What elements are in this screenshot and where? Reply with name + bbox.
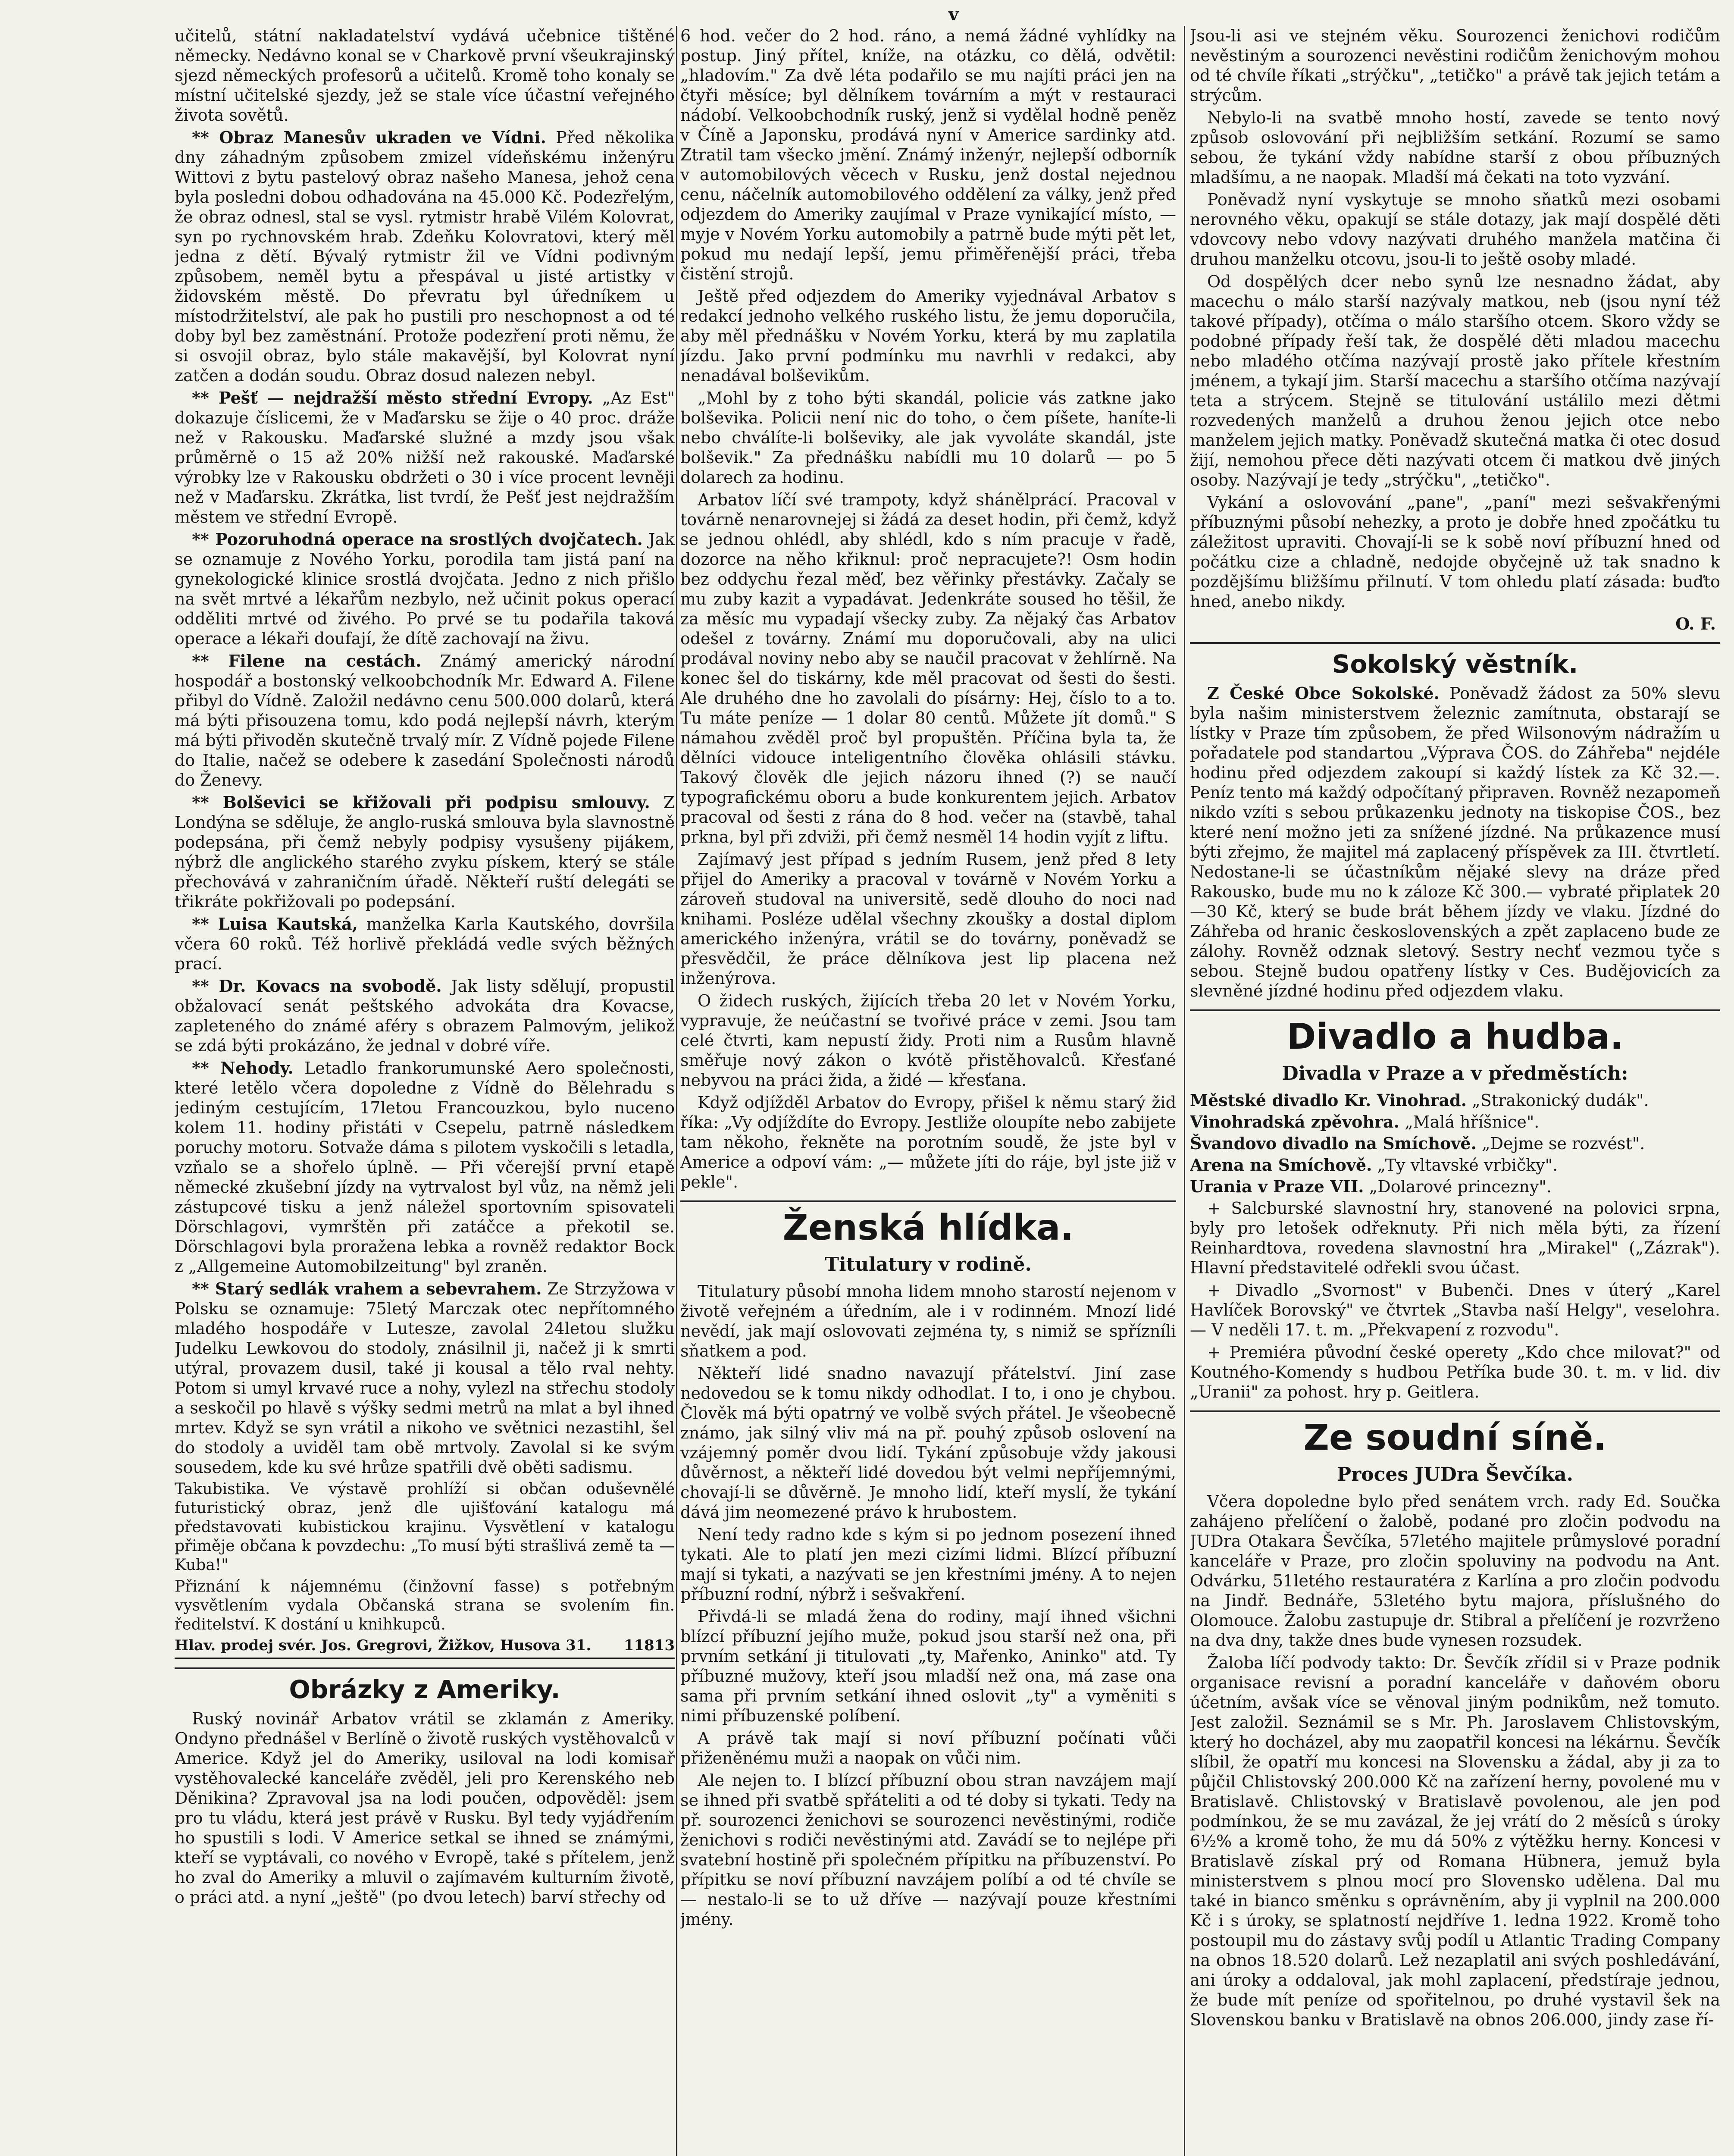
section-heading-sokol: Sokolský věstník. — [1190, 642, 1720, 679]
news-item — [175, 976, 675, 1056]
article-text: + Salcburské slavnostní hry, stanovené na polovici srpna, byly pro letošek odřeknuty. Při nich měla býti, za řízení Reinhardtova, rovedena slavnostní hra „Mirakel" („Zázrak"). Hlavní představitelé odřekli svou účast. — [1190, 1199, 1720, 1277]
article-text: Jsou-li asi ve stejném věku. Sourozenci ženichovi rodičům nevěstiným a sourozenci nevěstini rodičům ženichovým mohou od té chvíle říkati „strýčku", „tetičko" a právě tak jejich tetám a strýcům. — [1190, 26, 1720, 105]
column-right — [1190, 26, 1720, 2156]
article-text: Ruský novinář Arbatov vrátil se zklamán z Ameriky. Ondyno přednášel v Berlíně o životě ruských vystěhovalců v Americe. Když jel do Ameriky, usiloval na lodi komisař vystěhovalecké kanceláře zvěděl, jeli pro Kerenského neb Děnikina? Zpravoval jsa na lodi poučen, odpověděl: jsem pro tu vládu, která jest právě v Rusku. Byl tedy vyjádřením ho spustili s lodi. V Americe setkal se ihned se známými, kteří se vyptávali, co nového v Evropě, také s přítelem, jenž ho zval do Ameriky a mluvil o zajímavém kulturním životě, o práci atd. a nyní „ještě" (po dvou letech) barví střechy od — [175, 1709, 675, 1907]
news-item — [175, 914, 675, 974]
article-text: Od dospělých dcer nebo synů lze nesnadno žádat, aby macechu o málo starší nazývaly matkou, neb (jsou nyní též takové případy), otčíma o málo staršího otcem. Skoro vždy se podobné případy řeší tak, že dospělé děti mladou macechu nebo mladého otčíma nazývají prostě jako přítele křestním jménem, a tykají jim. Starší macechu a staršího otčíma nazývají teta a strýcem. Stejně se titulování ustálilo mezi dětmi rozvedených manželů a druhou ženou jejich otce nebo manželem jejich matky. Poněvadž skutečná matka či otec dosud žijí, nemohou přece děti nazývati otcem či matkou dvě jiných osoby. Nazývají je tedy „strýčku", „tetičko". — [1190, 272, 1720, 489]
advert-number: 11813 — [623, 1637, 675, 1654]
news-text: Ze Strzyžowa v Polsku se oznamuje: 75letý Marczak otec nepřítomného mladého hospodáře v Lutesze, zavolal 24letou služku Judelku Lewkovou do stodoly, znásilnil ji, načež ji k smrti utýral, provazem dusil, také ji kousal a tělo rval nehty. Potom si umyl krvavé ruce a nohy, vylezl na střechu stodoly a seskočil po hlavě s výšky sedmi metrů na mlat a byl ihned mrtev. Když se syn vrátil a nikoho ve světnici nezastihl, šel do stodoly a uviděl tam obě mrtvoly. Zavolal si ke svým sousedem, kde ku své hrůze spatřili dvě oběti sadismu. — [175, 1279, 675, 1477]
article-text: Poněvadž nyní vyskytuje se mnoho sňatků mezi osobami nerovného věku, opakují se stále dotazy, jak mají dospělé děti vdovcovy nebo vdovy nazývati druhého manžela matčina či druhou manželku otcovu, jsou-li to ještě osoby mladé. — [1190, 190, 1720, 269]
news-text: Poněvadž žádost za 50% slevu byla našim ministerstvem železnic zamítnuta, obstarají se lístky v Praze tím způsobem, že před Wilsonovým nádražím u pořadatele pod standartou „Výprava ČOS. do Záhřeba" nejdéle hodinu před odjezdem zakoupí si každý lístek za Kč 32.—. Peníz tento má každý odpočítaný připraven. Rovněž nezapomeň nikdo vzíti s sebou průkazenku jednoty na tiskopise ČOS., bez které není možno jeti za snížené jízdné. Na průkazence musí býti zřejmo, že majitel má zaplacený příspěvek za III. čtvrtletí. Nedostane-li se účastníkům nějaké slevy na dráze před Rakousko, bude mu no k záloze Kč 300.— vybraté připlatek 20—30 Kč, který se bude brát během jízdy ve vlaku. Jízdné do Záhřeba od hranic československých a zpět zaplaceno bude ze zálohy. Rovněž odznak sletový. Sestry nechť vezmou tyče s sebou. Stejně budou opatřeny lístky v Ces. Budějovicích za slevněné jízdné hodinu před odjezdem vlaku. — [1190, 684, 1720, 1000]
article-text: 6 hod. večer do 2 hod. ráno, a nemá žádné vyhlídky na postup. Jiný přítel, kníže, na otázku, co dělá, odvětil: „hladovím." Za dvě léta podařilo se mu najíti práci jen na čtyři měsíce; byl dělníkem továrním a mýt v restauraci nádobí. Velkoobchodník ruský, jenž si vydělal hodně peněz v Číně a Japonsku, prodává nyní v Americe sardinky atd. Ztratil tam všecko jmění. Známý inženýr, nejlepší odborník v automobilových věcech v Rusku, jenž dostal nejednou cenu, náčelník automobilového oddělení za války, jenž před odjezdem do Ameriky zaujímal v Praze vynikající místo, — myje v Novém Yorku automobily a patrně bude mýti pět let, pokud mu nedají lepší, jemu přiměřenější práci, třeba čistění strojů. — [680, 26, 1176, 283]
article-text: Arbatov líčí své trampoty, když shánělprácí. Pracoval v továrně nenarovnejej si žádá za deset hodin, při čemž, když se jednou ohlédl, aby shlédl, kdo s ním pracuje v řadě, dozorce na něho křiknul: proč nepracujete?! Osm hodin bez oddychu řezal měď, bez věřinky přestávky. Začaly se mu zuby kazit a vypadávat. Jedenkráte soused ho těšil, že za měsíc mu vypadají všecky zuby. Za nějaký čas Arbatov odešel z továrny. Známí mu doporučovali, aby na ulici prodával noviny nebo aby se naučil pracovat v žehlírně. Na konec šel do tiskárny, kde měl pracovat od šesti do šesti. Ale druhého dne ho zavolali do písárny: Hej, číslo to a to. Tu máte peníze — 1 dolar 80 centů. Můžete jít domů." S námahou zvěděl proč byl propuštěn. Příčina byla ta, že dělníci vidouce inteligentního člověka ohlásili stávku. Takový člověk dle jejich názoru ihned (?) se naučí typografickému oboru a bude konkurentem jejich. Arbatov pracoval od šesti z rána do 8 hod. večer na (stavbě, tahal prkna, byl při zdviži, při čemž nesměl 14 hodin vyjít z liftu. — [680, 490, 1176, 846]
theatre-listing — [1190, 1177, 1720, 1197]
article-text: Titulatury působí mnoha lidem mnoho starostí nejenom v životě veřejném a úředním, ale i v rodinném. Mnozí lidé nevědí, jak mají oslovovati zejména ty, s nimiž se spřízníli sňatkem a pod. — [680, 1282, 1176, 1360]
article-title-proces: Proces JUDra Ševčíka. — [1336, 1463, 1573, 1485]
news-text: Před několika dny záhadným způsobem zmizel vídeňskému inženýru Wittovi z bytu pastelový obraz našeho Manesa, jehož cena byla posledni dobou odhadována na 45.000 Kč. Podezřelým, že obraz odnesl, stal se vysl. rytmistr hrabě Vilém Kolovrat, syn po rychnovském hrab. Zdeňku Kolovratovi, který měl jedna z dětí. Bývalý rytmistr žil ve Vídni podivným způsobem, neměl bytu a přespával u jisté artistky v židovském městě. Do převratu byl úředníkem u místodržitelství, ale pak ho pustili pro neschopnost a od té doby byl bez zaměstnání. Protože podezření proti němu, že si osvojil obraz, bylo stále makavější, byl Kolovrat nyní zatčen a dodán soudu. Obraz dosud nalezen nebyl. — [175, 128, 675, 385]
article-text: učitelů, státní nakladatelství vydává učebnice tištěné německy. Nedávno konal se v Charkově první všeukrajinský sjezd německých profesorů a učitelů. Kromě toho konaly se místní učitelské sjezdy, jež se stale více účastní veřejného života sovětů. — [175, 26, 675, 125]
news-lead: ** Nehody. — [192, 1058, 294, 1078]
theatre-list-title: Divadla v Praze a v předměstích: — [1282, 1062, 1628, 1084]
advert-footer — [175, 1637, 675, 1659]
news-lead: ** Dr. Kovacs na svobodě. — [192, 976, 442, 996]
article-text: + Premiéra původní české operety „Kdo chce milovat?" od Koutného-Komendy s hudbou Petříka bude 30. t. m. v lid. div „Uranii" za pohost. hry p. Geitlera. — [1190, 1343, 1720, 1401]
article-text: Žaloba líčí podvody takto: Dr. Ševčík zřídil si v Praze podnik organisace revisní a poradní kanceláře v daňovém oboru účetním, avšak více se věnoval jiným podnikům, než tomuto. Jest založil. Seznámil se s Mr. Ph. Jaroslavem Chlistovským, který ho docházel, aby mu zaopatřil koncesi na lékárnu. Ševčík slíbil, že opatří mu koncesi na Slovensku a žádal, aby ji za to půjčil Chlistovský 200.000 Kč na zařízení herny, povolené mu v Bratislavě. Chlistovský v Bratislavě povolenou, ale jen pod podmínkou, že se mu zavázal, že jej vrátí do 2 měsíců s úroky 6½% a kromě toho, že mu dá 50% z výtěžku herny. Koncesi v Bratislavě získal prý od Romana Hübnera, jemuž byla ministerstvem s plnou mocí pro Slovensko udělena. Dal mu také in bianco směnku s oprávněním, aby ji vyplnil na 200.000 Kč i s úroky, se splatností nejdříve 1. ledna 1922. Kromě toho postoupil mu do zástavy svůj podíl u Atlantic Trading Company na obnos 18.520 dolarů. Lež nezaplatil ani svých poshledávání, ani úroky a oddaloval, jak mohl zaplacení, předstíraje jednou, že bude mít peníze od spořitelnou, po druhé vystavil šek na Slovenskou banku v Bratislavě na obnos 206.000, jindy zase ří- — [1190, 1653, 1720, 2029]
advert-takubistika: Takubistika. Ve výstavě prohlíží si občan oduševnělé futuristický obraz, jenž dle ujišťování katalogu má představovati kubistickou krajinu. Vysvětlení v katalogu přiměje občana k povzdechu: „To musí býti strašlivá země ta — Kuba!" — [175, 1480, 675, 1574]
article-text: Přivdá-li se mladá žena do rodiny, mají ihned všichni blízcí příbuzní jejího muže, pokud jsou starší než ona, při prvním setkání ji titulovati „ty, Mařenko, Aninko" atd. Ty příbuzné mužovy, kteří jsou mladší než ona, má zase ona sama při prvním setkání ihned oslovit „ty" a vyměniti s nimi příbuzenské políbení. — [680, 1607, 1176, 1725]
news-text: „Az Est" dokazuje číslicemi, že v Maďarsku se žije o 40 proc. dráže než v Rakousku. Maďarské služné a mzdy jsou však průměrně o 15 až 20% nižší než rakouské. Maďarské výrobky lze v Rakousku obdržeti o 30 i více procent levněji než v Maďarsku. Zkrátka, list tvrdí, že Pešť jest nejdražším městem ve střední Evropě. — [175, 389, 675, 526]
news-item — [175, 793, 675, 912]
theatre-listing — [1190, 1112, 1720, 1132]
news-text: Letadlo frankorumunské Aero společnosti, které letělo včera dopoledne z Vídně do Bělehradu s jediným cestujícím, 17letou Francouzkou, bylo nuceno kolem 11. hodiny přistáti v Csepelu, patrně následkem poruchy motoru. Sotvaže dáma s pilotem vyskočili s letadla, vzňalo se a shořelo úplně. — Při včerejší první etapě německé zkušební jízdy na vytrvalost byl vůz, na němž jeli zástupcové tisku a jenž náležel sportovním spisovateli Dörschlagovi, vymrštěn při zatáčce a překotil se. Dörschlagovi byla proražena lebka a rovněž redaktor Bock z „Allgemeine Automobilzeitung" byl zraněn. — [175, 1059, 675, 1276]
article-text: O židech ruských, žijících třeba 20 let v Novém Yorku, vypravuje, že neúčastní se tvořivé práce v zemi. Jsou tam celé čtvrti, kam nepustí židy. Proti nim a Rusům hlavně směřuje nový zákon o kvótě přistěhovalců. Křesťané nebyvou na práci žida, a židé — křesťana. — [680, 991, 1176, 1090]
news-lead: ** Pozoruhodná operace na srostlých dvojčatech. — [192, 530, 643, 549]
article-text: Někteří lidé snadno navazují přátelství. Jiní zase nedovedou se k tomu nikdy odhodlat. I to, i ono je chybou. Člověk má býti opatrný ve volbě svých přátel. Je všeobecně známo, jak silný vliv má na př. pouhý způsob oslovení na vzájemný poměr dvou lidí. Tykání způsobuje vždy jakousi důvěrnost, a někteří lidé dovedou být velmi nepříjemnými, chovají-li se důvěrně. Je mnoho lidí, kteří myslí, že tykání dává jim neomezené právo k hrubostem. — [680, 1364, 1176, 1522]
theatre-play: „Ty vltavské vrbičky". — [1377, 1156, 1558, 1175]
theatre-listing — [1190, 1091, 1720, 1110]
news-text: Jak se oznamuje z Nového Yorku, porodila tam jistá paní na gynekologické klinice srostlá dvojčata. Jedno z nich přišlo na svět mrtvé a lékařům nezbylo, než učinit pokus operací odděliti mrtvé od živého. Po prvé se tu podařila taková operace a lékaři doufají, že dítě zachovají na živu. — [175, 530, 675, 648]
news-lead: Z České Obce Sokolské. — [1207, 683, 1440, 703]
news-lead: ** Filene na cestách. — [192, 651, 422, 671]
article-text: Ještě před odjezdem do Ameriky vyjednával Arbatov s redakcí jednoho velkého ruského listu, že jemu doporučila, aby měl přednášku v Novém Yorku, která by mu zaplatila jízdu. Jako první podmínku mu navrhli v redakci, aby nenadával bolševikům. — [680, 287, 1176, 385]
news-item — [175, 388, 675, 527]
theatre-play: „Malá hříšnice". — [1405, 1112, 1540, 1131]
advert-seller: Hlav. prodej svér. Jos. Gregrovi, Žižkov, Husova 31. — [175, 1637, 592, 1654]
theatre-play: „Dolarové princezny". — [1369, 1177, 1552, 1196]
column-rule — [1184, 26, 1185, 2156]
article-text: A právě tak mají si noví příbuzní počínati vůči přiženěnému muži a naopak on vůči nim. — [680, 1729, 1176, 1767]
theatre-play: „Strakonický dudák". — [1472, 1091, 1649, 1110]
news-item — [175, 530, 675, 649]
theatre-listing — [1190, 1134, 1720, 1153]
news-lead: ** Obraz Manesův ukraden ve Vídni. — [192, 128, 546, 147]
article-text: Když odjížděl Arbatov do Evropy, přišel k němu starý žid říka: „Vy odjíždíte do Evropy. Jestliže oloupíte nebo zabijete tam někoho, řekněte na porotním soudě, že jste byl v Americe a odpoví vám: „— můžete jíti do ráje, byl jste již v pekle". — [680, 1093, 1176, 1191]
news-text: Jak listy sdělují, propustil obžalovací senát peštského advokáta dra Kovacse, zapleteného do známé aféry s obrazem Palmovým, jelikož se zdá býti prokázáno, že jednal v dobré víře. — [175, 977, 675, 1055]
news-lead: ** Bolševici se křižovali při podpisu smlouvy. — [192, 793, 650, 812]
section-heading-soud: Ze soudní síně. — [1190, 1410, 1720, 1459]
news-lead: ** Starý sedlák vrahem a sebevrahem. — [192, 1279, 542, 1298]
advert-fasse: Přiznání k nájemnému (činžovní fasse) s potřebným vysvětlením vydala Občanská strana se svolením fin. ředitelství. K dostání u knihkupců. — [175, 1578, 675, 1633]
news-item — [175, 651, 675, 790]
theatre-listing — [1190, 1155, 1720, 1175]
theatre-house: Arena na Smíchově. — [1190, 1155, 1372, 1175]
news-item — [175, 1058, 675, 1276]
column-middle — [680, 26, 1176, 2156]
article-text: + Divadlo „Svornost" v Bubenči. Dnes v úterý „Karel Havlíček Borovský" ve čtvrtek „Stavba naší Helgy", veselohra. — V neděli 17. t. m. „Překvapení z rozvodu". — [1190, 1281, 1720, 1339]
theatre-house: Vinohradská zpěvohra. — [1190, 1112, 1399, 1131]
section-heading-zenska-hlidka: Ženská hlídka. — [680, 1200, 1176, 1249]
article-title-titulatury: Titulatury v rodině. — [825, 1253, 1032, 1275]
news-lead: ** Pešť — nejdražší město střední Evropy. — [192, 388, 593, 407]
article-text: Nebylo-li na svatbě mnoho hostí, zavede se tento nový způsob oslovování při nejbližším setkání. Rozumí se samo sebou, že tykání vždy nabídne starší z obou příbuzných mladšímu, a ne naopak. Mladší má čekati na toto vyzvání. — [1190, 108, 1720, 187]
article-text: Včera dopoledne bylo před senátem vrch. rady Ed. Součka zahájeno přelíčení o žalobě, podané pro zločin podvodu na JUDra Otakara Ševčíka, 57letého majitele průmyslové poradní kanceláře v Praze, pro zločin spoluviny na podvodu na Ant. Odvárku, 51letého restauratéra z Karlína a pro zločin podvodu na Jindř. Bednáře, 53letého bytu majora, příslušného do Olomouce. Žalobu zastupuje dr. Stibral a přelíčení je rozvrženo na dva dny, takže dnes bude vynesen rozsudek. — [1190, 1492, 1720, 1650]
news-text: Známý americký národní hospodář a bostonský velkoobchodník Mr. Edward A. Filene přibyl do Vídně. Založil nedávno cenu 500.000 dolarů, která má býti přisouzena tomu, kdo podá nejlepší návrh, kterým má býti přivoděn skutečně trvalý mír. Z Vídně pojede Filene do Italie, načež se odebere k zasedání Společnosti národů do Ženevy. — [175, 652, 675, 790]
article-text: Zajímavý jest případ s jedním Rusem, jenž před 8 lety přijel do Ameriky a pracoval v továrně v Novém Yorku a zároveň studoval na universitě, sedě dlouho do noci nad knihami. Posléze udělal všechny zkoušky a dostal diplom amerického inženýra, vrátil se do továrny, poněvadž se přesvědčil, že práce dělníkova jest lip placena než inženýrova. — [680, 850, 1176, 988]
theatre-house: Urania v Praze VII. — [1190, 1177, 1364, 1196]
author-signature: O. F. — [1675, 614, 1716, 633]
news-item — [175, 128, 675, 385]
theatre-play: „Dejme se rozvést". — [1481, 1134, 1645, 1153]
article-text: „Mohl by z toho býti skandál, policie vás zatkne jako bolševika. Policii není nic do toho, o čem píšete, haníte-li nebo chválíte-li bolševiky, ale jak vyvoláte skandál, jste bolševik." Za přednášku nabídli mu 10 dolarů — po 5 dolarech za hodinu. — [680, 389, 1176, 487]
section-heading-amerika: Obrázky z Ameriky. — [175, 1667, 675, 1705]
article-text: Není tedy radno kde s kým si po jednom posezení ihned tykati. Ale to platí jen mezi cizími lidmi. Blízcí příbuzní mají si tykati, a nazývati se jen křestními jmény. A to nejen příbuzní rodní, nýbrž i sešvakření. — [680, 1525, 1176, 1604]
section-heading-divadlo: Divadlo a hudba. — [1190, 1009, 1720, 1058]
page-mark: v — [948, 4, 959, 25]
news-text: Z Londýna se sděluje, že anglo-ruská smlouva byla slavnostně podepsána, při čemž nebyly podpisy vysušeny pijákem, nýbrž dle anglického starého zvyku pískem, který se stále přechovává v zahraničním úřadě. Někteří ruští delegáti se třikráte pokřižovali po podepsání. — [175, 793, 675, 911]
column-rule — [676, 26, 677, 2156]
article-text: Ale nejen to. I blízcí příbuzní obou stran navzájem mají se ihned při svatbě spřáteliti a od té doby si tykati. Tedy na př. sourozenci ženichovi se sourozenci nevěstinými, rodiče ženichovi s rodiči nevěstinými atd. Zavádí se to nejlépe při svatební hostině při společném přípitku na příbuzenství. Po přípitku se noví příbuzní navzájem políbí a od té chvíle se — nestalo-li se to už dříve — nazývají pouze křestními jmény. — [680, 1771, 1176, 1929]
theatre-house: Městské divadlo Kr. Vinohrad. — [1190, 1091, 1467, 1110]
column-left — [175, 26, 675, 2156]
theatre-house: Švandovo divadlo na Smíchově. — [1190, 1134, 1477, 1153]
news-item — [175, 1279, 675, 1477]
article-text: Vykání a oslovování „pane", „paní" mezi sešvakřenými příbuznými působí nehezky, a proto je dobře hned zpočátku tu záležitost upraviti. Chovají-li se k sobě noví příbuzní hned od počátku cize a chladně, nedojde obyčejně už tak snadno k pozdějšímu bližšímu přilnutí. V tom ohledu platí zásada: buďto hned, anebo nikdy. — [1190, 493, 1720, 611]
news-item — [1190, 683, 1720, 1001]
news-text: manželka Karla Kautského, dovršila včera 60 roků. Též horlivě překládá vedle svých běžných prací. — [175, 915, 675, 973]
news-lead: ** Luisa Kautská, — [192, 914, 358, 934]
